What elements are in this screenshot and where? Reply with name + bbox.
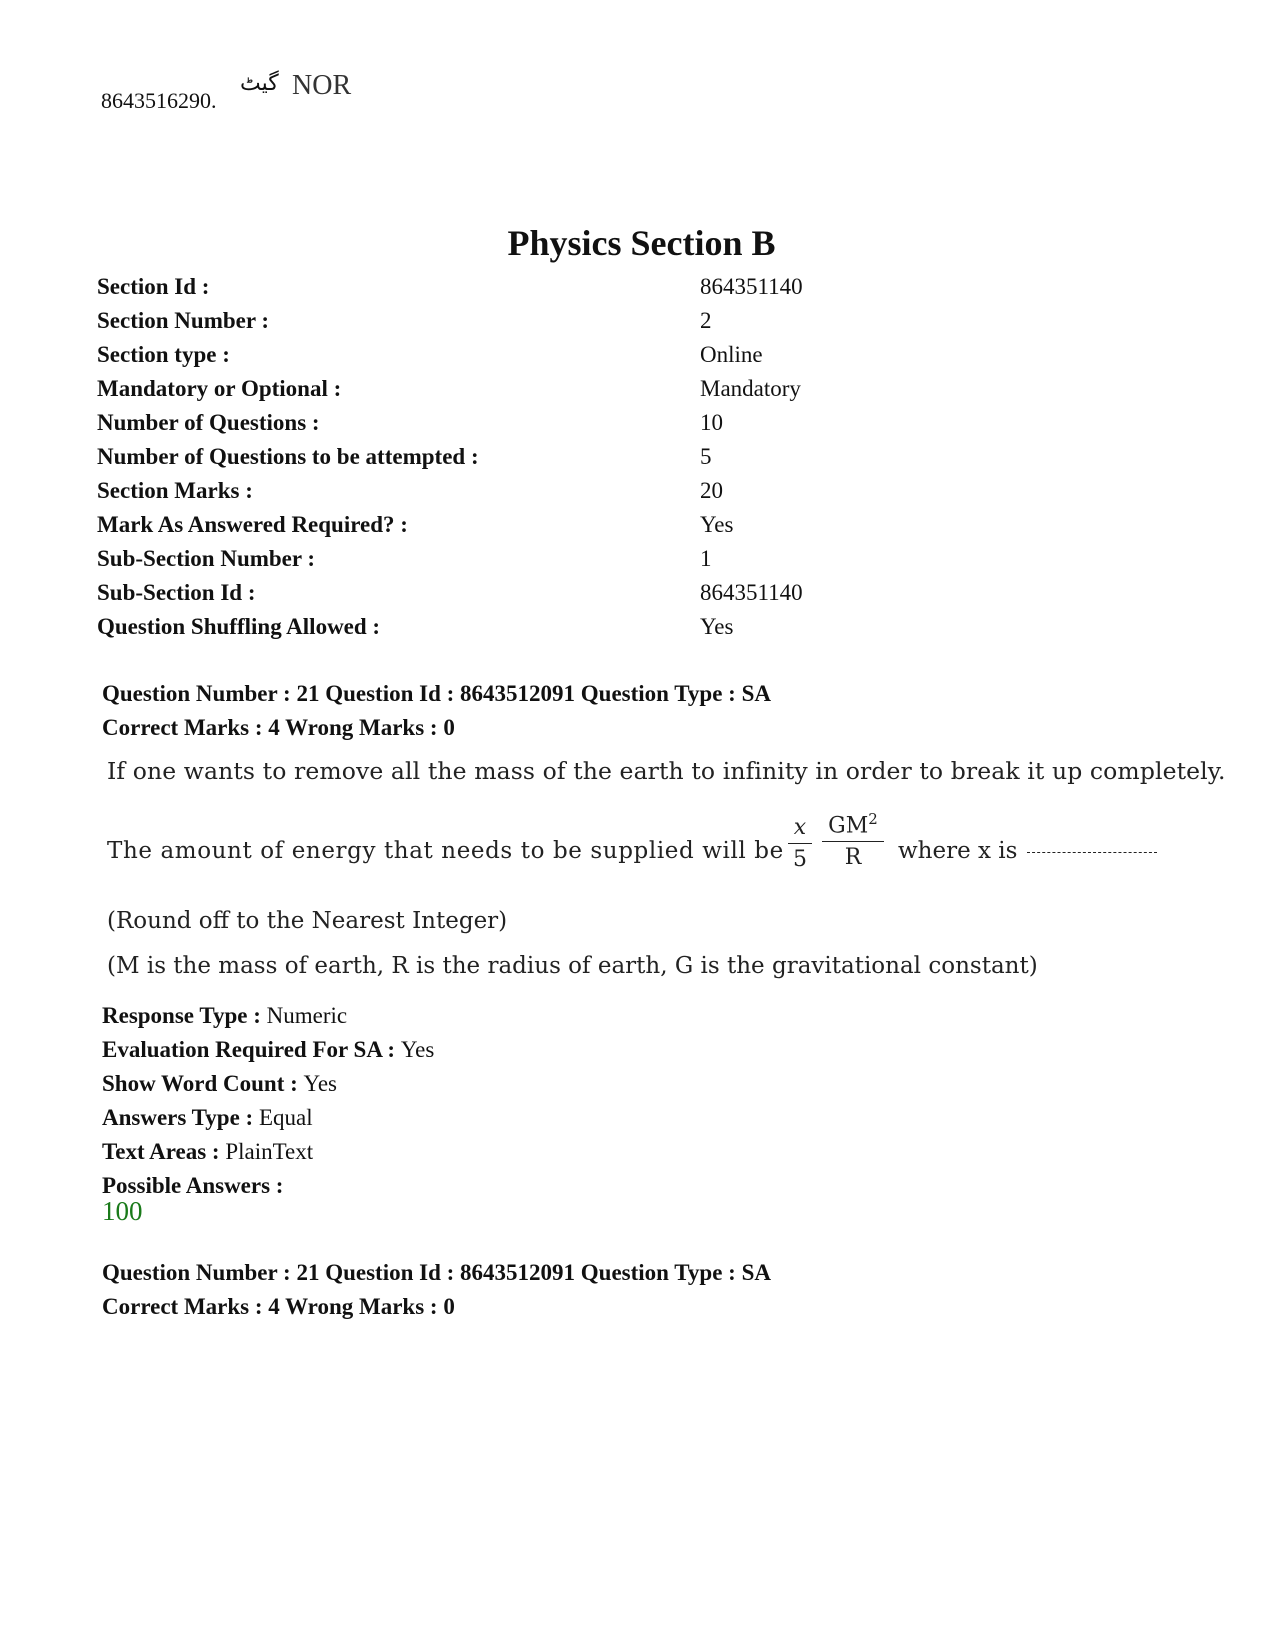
header-id: 8643516290. [101,88,217,113]
prop-label: Section Number : [97,308,270,333]
next-question-header-line2: Correct Marks : 4 Wrong Marks : 0 [102,1294,455,1319]
meta-value: Numeric [266,1003,348,1028]
section-properties [97,270,1197,644]
question-text-line3: (Round off to the Nearest Integer) [107,908,508,934]
meta-key: Answers Type : [102,1105,259,1130]
meta-value: Yes [303,1071,337,1096]
prop-label: Mandatory or Optional : [97,376,342,401]
next-question-header [102,1256,771,1324]
meta-row [102,1169,434,1203]
prop-value: 5 [700,444,712,469]
prop-value: 20 [700,478,723,503]
question-text-line2-suffix: where x is [898,838,1018,864]
prop-row [97,576,1197,610]
meta-key: Evaluation Required For SA : [102,1037,401,1062]
meta-key: Text Areas : [102,1139,226,1164]
prop-value: 2 [700,308,712,333]
prop-label: Number of Questions to be attempted : [97,444,479,469]
question-text-line4: (M is the mass of earth, R is the radius of earth, G is the gravitational constant) [107,953,1038,979]
prop-label: Number of Questions : [97,410,320,435]
fraction-x-over-5 [788,815,812,872]
fraction-denominator: R [822,841,884,870]
prop-value: Online [700,342,763,367]
question-header-line1: Question Number : 21 Question Id : 8643512091 Question Type : SA [102,681,771,706]
meta-row [102,1033,434,1067]
meta-value: Yes [400,1037,435,1062]
prop-label: Section Marks : [97,478,253,503]
possible-answer: 100 [102,1196,143,1226]
meta-key: Response Type : [102,1003,267,1028]
fraction-gm2-over-r [822,810,884,870]
question-header [102,677,771,745]
answer-blank [1027,851,1157,853]
question-header-line2: Correct Marks : 4 Wrong Marks : 0 [102,715,455,740]
prop-label: Sub-Section Number : [97,546,316,571]
header-urdu-text: گیٹ [240,70,279,95]
meta-key: Show Word Count : [102,1071,304,1096]
prop-label: Mark As Answered Required? : [97,512,408,537]
prop-row [97,270,1197,304]
question-text-line1: If one wants to remove all the mass of the earth to infinity in order to break it up completely. [107,757,1226,785]
prop-row [97,440,1197,474]
prop-row [97,372,1197,406]
prop-value: 10 [700,410,723,435]
prop-value: 864351140 [700,580,803,605]
fraction-numerator: x [793,815,807,840]
prop-value: Yes [700,614,734,639]
fraction-numerator [822,810,884,841]
fraction-exponent: 2 [868,810,878,828]
meta-value: Equal [258,1105,313,1130]
prop-row [97,304,1197,338]
meta-key: Possible Answers : [102,1173,284,1198]
section-title: Physics Section B [507,223,776,263]
response-meta [102,999,434,1203]
header-nor-text: NOR [292,70,352,101]
fraction-denominator: 5 [788,843,812,872]
prop-label: Section type : [97,342,230,367]
next-question-header-line1: Question Number : 21 Question Id : 8643512091 Question Type : SA [102,1260,771,1285]
meta-row [102,1135,434,1169]
prop-row [97,338,1197,372]
prop-value: 1 [700,546,712,571]
prop-label: Sub-Section Id : [97,580,256,605]
fraction-gm: GM [828,813,869,839]
prop-value: Mandatory [700,376,801,401]
question-text-line2 [107,838,784,864]
question-text-line2-suffix-wrap [898,838,1157,864]
prop-row [97,474,1197,508]
meta-row [102,1101,434,1135]
prop-row [97,406,1197,440]
prop-row [97,542,1197,576]
prop-label: Section Id : [97,274,210,299]
meta-value: PlainText [225,1139,314,1164]
prop-row [97,508,1197,542]
prop-value: Yes [700,512,734,537]
prop-row [97,610,1197,644]
meta-row [102,999,434,1033]
prop-label: Question Shuffling Allowed : [97,614,381,639]
question-text-line2-prefix: The amount of energy that needs to be supplied will be [107,838,784,864]
prop-value: 864351140 [700,274,803,299]
meta-row [102,1067,434,1101]
